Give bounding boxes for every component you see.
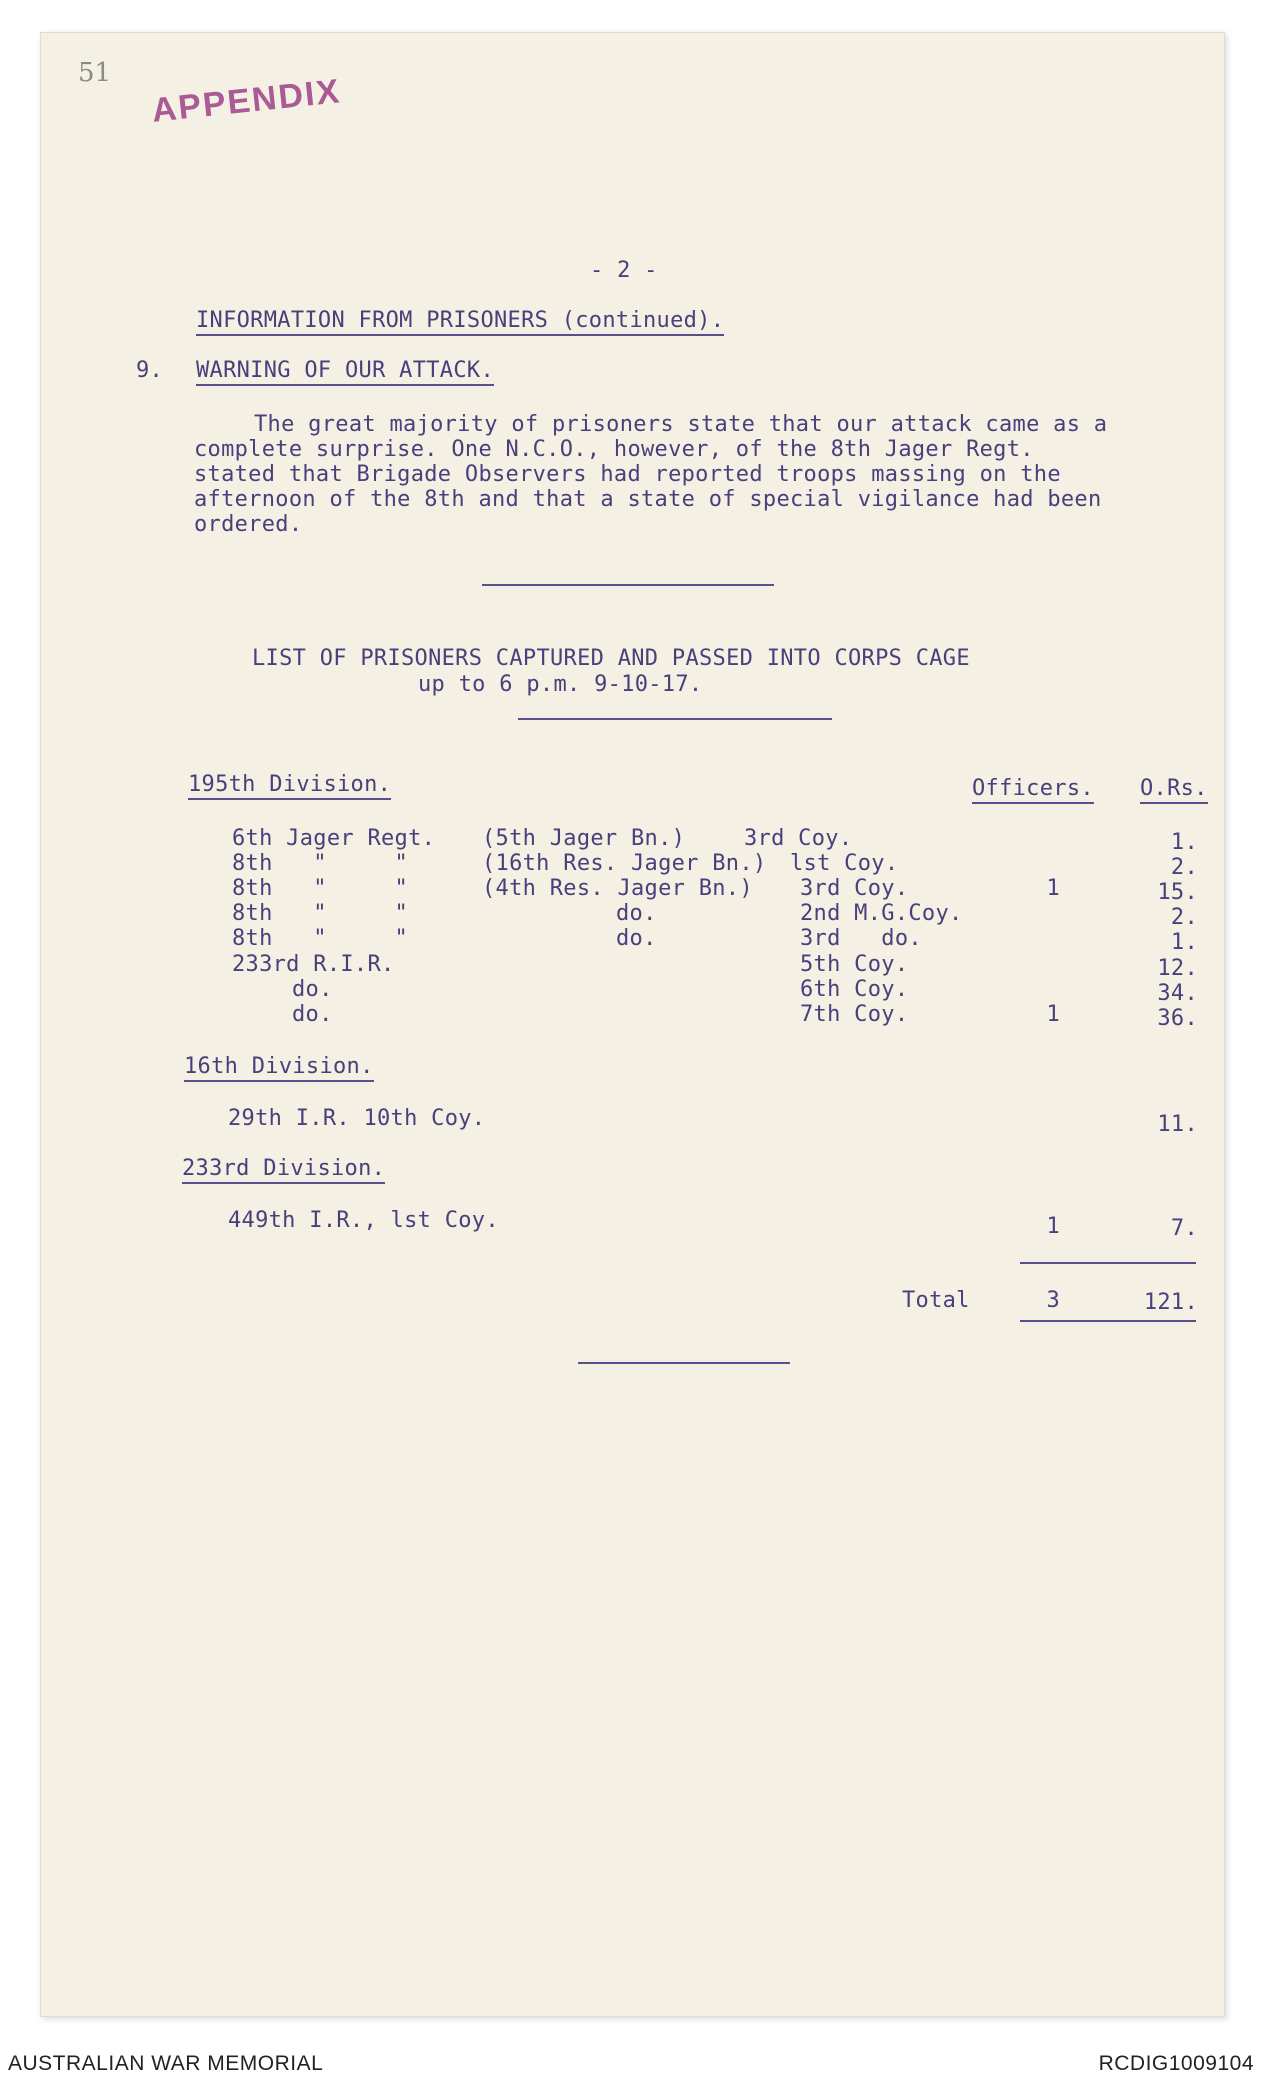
battalion-cell: do. (616, 926, 657, 951)
officers-cell: 1 (1046, 1214, 1060, 1239)
battalion-cell: (5th Jager Bn.) (482, 826, 686, 851)
unit-cell: 8th " " (232, 926, 409, 951)
unit-cell: 8th " " (232, 851, 409, 876)
company-cell: 7th Coy. (800, 1002, 909, 1027)
division-heading-195: 195th Division. (188, 772, 391, 800)
appendix-stamp: APPENDIX (150, 72, 343, 130)
company-cell: lst Coy. (790, 851, 899, 876)
unit-cell: 6th Jager Regt. (232, 826, 436, 851)
ors-cell: 1. (1170, 830, 1198, 855)
ors-cell: 11. (1157, 1112, 1198, 1137)
unit-cell: 29th I.R. 10th Coy. (228, 1106, 486, 1131)
section-divider (482, 584, 774, 586)
section-number: 9. (136, 358, 164, 383)
ors-cell: 12. (1157, 956, 1198, 981)
unit-cell: 233rd R.I.R. (232, 952, 395, 977)
page-heading: INFORMATION FROM PRISONERS (continued). (196, 308, 724, 336)
ors-cell: 36. (1157, 1006, 1198, 1031)
company-cell: 3rd Coy. (800, 876, 909, 901)
folio-number: 51 (78, 58, 112, 88)
paragraph-line: afternoon of the 8th and that a state of special vigilance had been (194, 487, 1102, 512)
unit-cell: do. (292, 977, 333, 1002)
officers-column-header: Officers. (972, 776, 1094, 804)
officers-cell: 1 (1046, 876, 1060, 901)
company-cell: 5th Coy. (800, 952, 909, 977)
unit-cell: do. (292, 1002, 333, 1027)
division-heading-16: 16th Division. (184, 1054, 374, 1082)
battalion-cell: do. (616, 901, 657, 926)
unit-cell: 449th I.R., lst Coy. (228, 1208, 499, 1233)
ors-cell: 2. (1170, 855, 1198, 880)
unit-cell: 8th " " (232, 901, 409, 926)
ors-cell: 1. (1170, 930, 1198, 955)
total-officers: 3 (1046, 1288, 1060, 1313)
total-rule-top (1020, 1262, 1196, 1264)
ors-cell: 34. (1157, 981, 1198, 1006)
company-cell: 3rd do. (800, 926, 922, 951)
battalion-cell: (16th Res. Jager Bn.) (482, 851, 767, 876)
company-cell: 3rd Coy. (744, 826, 853, 851)
archive-credit: AUSTRALIAN WAR MEMORIAL (8, 2052, 324, 2075)
list-title: LIST OF PRISONERS CAPTURED AND PASSED INTO CORPS CAGE (252, 646, 970, 671)
paragraph-line: stated that Brigade Observers had reported troops massing on the (194, 462, 1061, 487)
paragraph-line: ordered. (194, 512, 303, 537)
unit-cell: 8th " " (232, 876, 409, 901)
company-cell: 2nd M.G.Coy. (800, 901, 963, 926)
archive-id: RCDIG1009104 (1098, 2052, 1254, 2075)
total-rule-bottom (1020, 1320, 1196, 1322)
page-number: - 2 - (590, 258, 658, 283)
total-ors: 121. (1143, 1290, 1198, 1315)
ors-cell: 2. (1170, 905, 1198, 930)
ors-cell: 15. (1157, 880, 1198, 905)
closing-rule (578, 1362, 790, 1364)
list-subtitle: up to 6 p.m. 9-10-17. (418, 672, 703, 697)
title-underline (518, 718, 832, 720)
total-label: Total (902, 1288, 970, 1313)
battalion-cell: (4th Res. Jager Bn.) (482, 876, 753, 901)
company-cell: 6th Coy. (800, 977, 909, 1002)
division-heading-233: 233rd Division. (182, 1156, 385, 1184)
ors-cell: 7. (1170, 1216, 1198, 1241)
paragraph-line: complete surprise. One N.C.O., however, of the 8th Jager Regt. (194, 437, 1034, 462)
officers-cell: 1 (1046, 1002, 1060, 1027)
paragraph-line: The great majority of prisoners state that our attack came as a (254, 412, 1108, 437)
section-title: WARNING OF OUR ATTACK. (196, 358, 494, 386)
ors-column-header: O.Rs. (1140, 776, 1208, 804)
